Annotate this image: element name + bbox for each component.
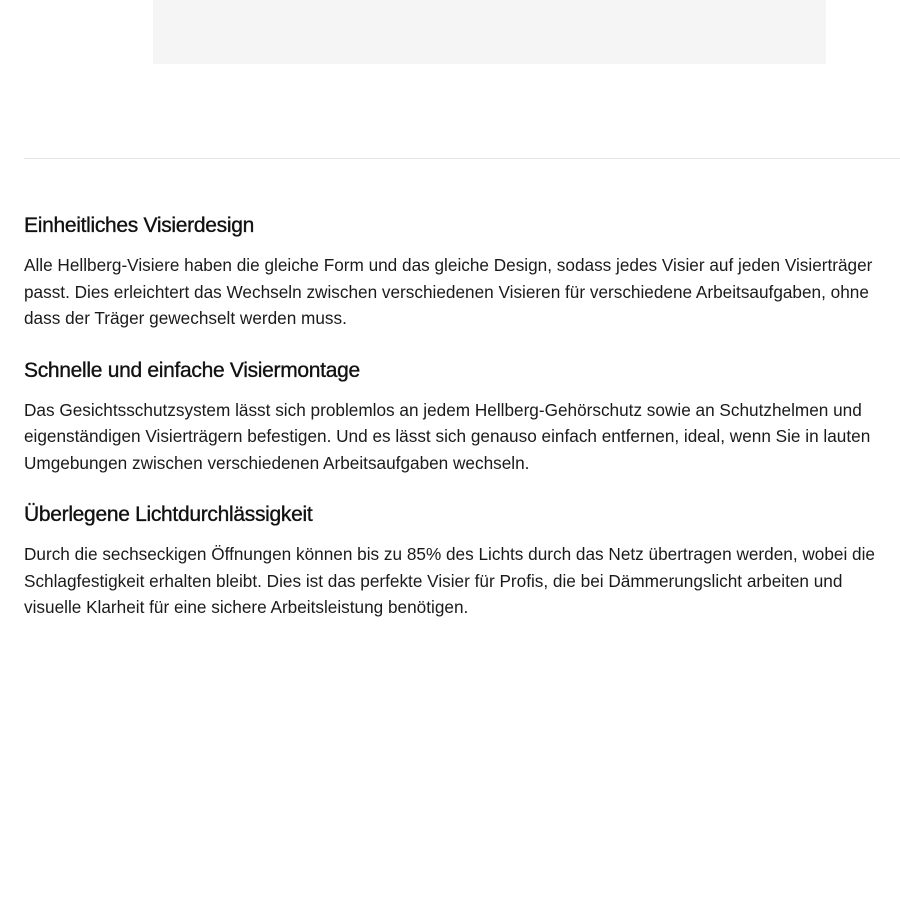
feature-item-light-transmission: [24, 500, 892, 621]
feature-list: [24, 211, 892, 645]
feature-title: Überlegene Lichtdurchlässigkeit: [24, 503, 313, 526]
product-image-placeholder: [153, 0, 826, 64]
feature-description: Das Gesichtsschutzsystem lässt sich problemlos an jedem Hellberg-Gehörschutz sowie an Schutzhelmen und eigenständigen Visierträgern befestigen. Und es lässt sich genauso einfach entfernen, ideal, wenn Sie in lauten Umgebungen zwischen verschiedenen Arbeitsaufgaben wechseln.: [24, 399, 871, 473]
feature-description: Alle Hellberg-Visiere haben die gleiche Form und das gleiche Design, sodass jedes Visier auf jeden Visierträger passt. Dies erleichtert das Wechseln zwischen verschiedenen Visieren für verschiedene Arbeitsaufgaben, ohne dass der Träger gewechselt werden muss.: [24, 255, 873, 328]
section-divider: [24, 158, 900, 159]
feature-title: Schnelle und einfache Visiermontage: [24, 358, 360, 382]
feature-description: Durch die sechseckigen Öffnungen können bis zu 85% des Lichts durch das Netz übertragen werden, wobei die Schlagfestigkeit erhalten bleibt. Dies ist das perfekte Visier für Profis, die bei Dämmerungslicht arbeiten und visuelle Klarheit für eine sichere Arbeitsleistung benötigen.: [24, 544, 875, 617]
feature-item-visor-mounting: [24, 356, 892, 477]
feature-title: Einheitliches Visierdesign: [24, 214, 254, 237]
feature-item-visor-design: [24, 211, 892, 332]
